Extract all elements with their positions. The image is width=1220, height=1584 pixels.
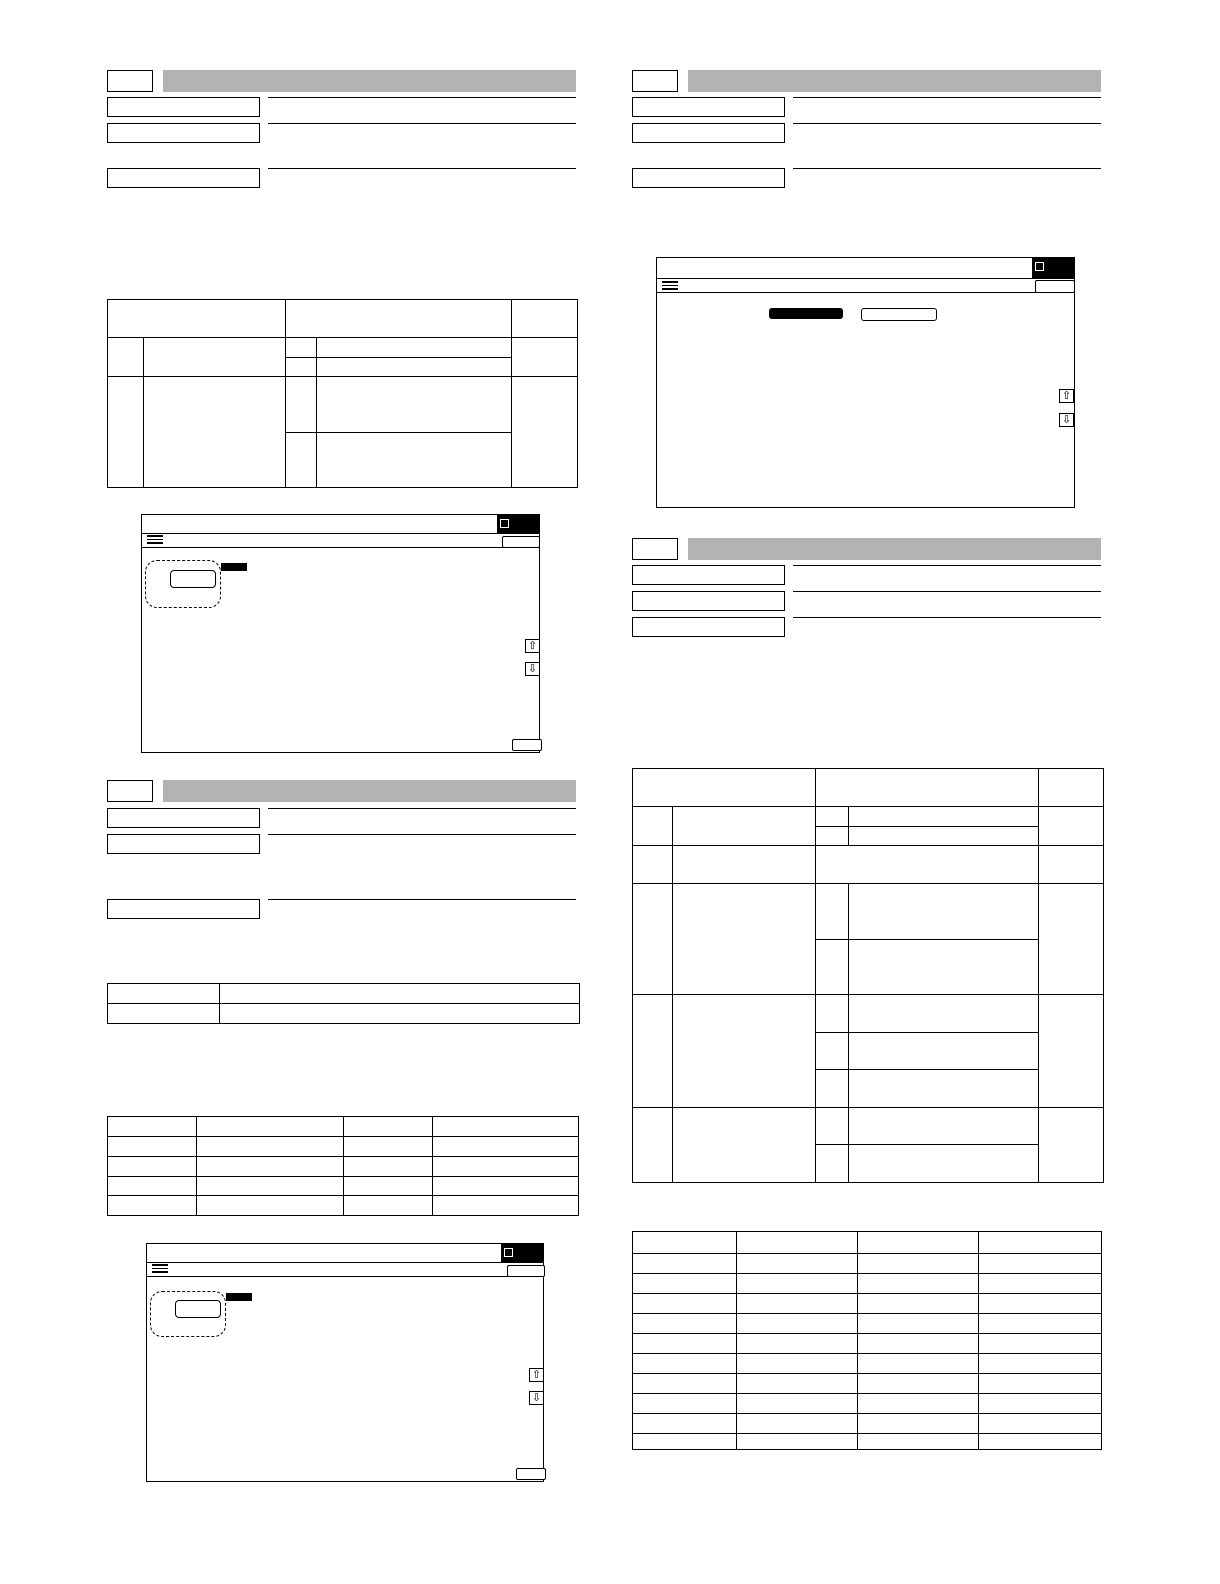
up-arrow-icon[interactable]: ⇧ — [529, 1368, 544, 1382]
field-rule — [268, 899, 576, 900]
table-cell — [979, 1354, 1102, 1374]
section-code-box — [107, 780, 153, 802]
table-cell — [737, 1334, 858, 1354]
ok-button[interactable] — [507, 1265, 545, 1277]
table-cell — [858, 1254, 979, 1274]
table-cell — [344, 1177, 433, 1196]
table-cell — [633, 807, 673, 846]
table-cell — [433, 1196, 579, 1216]
setting-key[interactable] — [175, 1300, 221, 1318]
field-label-box — [632, 617, 785, 637]
value-table — [632, 1231, 1102, 1450]
table-cell — [433, 1137, 579, 1157]
table-cell — [220, 984, 580, 1004]
table-cell — [737, 1434, 858, 1450]
table-cell — [1039, 995, 1104, 1108]
table-cell — [816, 1145, 849, 1183]
down-arrow-icon[interactable]: ⇩ — [525, 662, 540, 676]
field-label-box — [632, 591, 785, 611]
table-cell — [633, 1354, 737, 1374]
table-cell — [512, 377, 578, 488]
table-cell — [737, 1294, 858, 1314]
copier-mode-icon — [1032, 258, 1074, 278]
table-cell — [816, 1033, 849, 1070]
screen-title-bar — [142, 515, 539, 534]
table-cell — [979, 1314, 1102, 1334]
table-cell — [108, 1004, 220, 1024]
menu-lines-icon[interactable] — [662, 279, 678, 291]
table-cell — [737, 1314, 858, 1334]
table-cell — [197, 1157, 344, 1177]
screen-sub-bar — [147, 1262, 543, 1277]
table-cell — [633, 1414, 737, 1434]
table-cell — [633, 1374, 737, 1394]
table-cell — [858, 1232, 979, 1254]
value-tag — [226, 1293, 252, 1301]
table-cell — [317, 338, 512, 358]
up-arrow-icon[interactable]: ⇧ — [1059, 389, 1074, 403]
execute-button[interactable] — [512, 739, 542, 751]
table-cell — [849, 1033, 1039, 1070]
table-cell — [979, 1414, 1102, 1434]
section-code-box — [632, 70, 678, 92]
table-cell — [816, 884, 849, 940]
table-cell — [108, 1117, 197, 1137]
table-cell — [1039, 1108, 1104, 1183]
table-cell — [344, 1137, 433, 1157]
field-label-box — [107, 97, 260, 117]
field-rule — [793, 617, 1101, 618]
field-label-box — [632, 565, 785, 585]
table-cell — [979, 1294, 1102, 1314]
table-cell — [979, 1274, 1102, 1294]
unselected-option[interactable] — [861, 308, 937, 321]
table-cell — [858, 1414, 979, 1434]
table-cell — [108, 984, 220, 1004]
field-label-box — [107, 834, 260, 854]
field-rule — [268, 168, 576, 169]
table-cell — [433, 1157, 579, 1177]
down-arrow-icon[interactable]: ⇩ — [1059, 413, 1074, 427]
ok-button[interactable] — [502, 536, 540, 548]
execute-button[interactable] — [516, 1468, 546, 1480]
table-cell — [633, 884, 673, 995]
up-arrow-icon[interactable]: ⇧ — [525, 639, 540, 653]
section-code-box — [632, 538, 678, 560]
table-cell — [633, 1232, 737, 1254]
table-cell — [979, 1232, 1102, 1254]
field-label-box — [107, 808, 260, 828]
value-table — [107, 1116, 579, 1216]
panel-screen — [656, 257, 1075, 508]
field-rule — [268, 808, 576, 809]
screen-title-bar — [657, 258, 1074, 279]
table-cell — [286, 433, 317, 488]
table-cell — [197, 1137, 344, 1157]
table-cell — [633, 1394, 737, 1414]
setting-table — [107, 299, 578, 488]
table-cell — [737, 1374, 858, 1394]
table-cell — [144, 338, 286, 377]
screen-sub-bar — [657, 278, 1074, 293]
table-cell — [737, 1394, 858, 1414]
ok-button[interactable] — [1035, 280, 1075, 293]
table-cell — [816, 1108, 849, 1145]
field-rule — [793, 123, 1101, 124]
table-cell — [344, 1196, 433, 1216]
panel-screen — [141, 514, 540, 753]
field-label-box — [107, 168, 260, 188]
table-cell — [633, 1254, 737, 1274]
table-cell — [108, 1196, 197, 1216]
table-cell — [858, 1394, 979, 1414]
section-title-bar — [163, 70, 576, 92]
table-cell — [433, 1177, 579, 1196]
table-cell — [512, 338, 578, 377]
table-cell — [633, 846, 673, 884]
table-cell — [108, 338, 144, 377]
table-cell — [849, 884, 1039, 940]
table-cell — [979, 1374, 1102, 1394]
table-cell — [849, 827, 1039, 846]
setting-key[interactable] — [170, 570, 216, 588]
table-cell — [858, 1314, 979, 1334]
table-cell — [633, 995, 673, 1108]
table-cell — [633, 769, 816, 807]
table-cell — [737, 1354, 858, 1374]
table-cell — [344, 1157, 433, 1177]
table-cell — [858, 1274, 979, 1294]
table-cell — [816, 807, 849, 827]
table-cell — [849, 807, 1039, 827]
table-cell — [979, 1434, 1102, 1450]
table-cell — [849, 1070, 1039, 1108]
panel-screen — [146, 1243, 544, 1482]
screen-title-bar — [147, 1244, 543, 1263]
table-cell — [633, 1108, 673, 1183]
table-cell — [512, 300, 578, 338]
table-cell — [858, 1334, 979, 1354]
field-rule — [793, 97, 1101, 98]
field-rule — [793, 591, 1101, 592]
table-cell — [108, 300, 286, 338]
table-cell — [286, 377, 317, 433]
menu-lines-icon[interactable] — [147, 533, 163, 545]
table-cell — [317, 377, 512, 433]
table-cell — [633, 1434, 737, 1450]
table-cell — [673, 1108, 816, 1183]
setting-table — [632, 768, 1104, 1183]
section-code-box — [107, 70, 153, 92]
section-title-bar — [688, 538, 1101, 560]
field-rule — [268, 97, 576, 98]
table-cell — [108, 377, 144, 488]
table-cell — [220, 1004, 580, 1024]
selected-option[interactable] — [769, 308, 843, 319]
screen-sub-bar — [142, 533, 539, 548]
table-cell — [979, 1334, 1102, 1354]
menu-lines-icon[interactable] — [152, 1262, 168, 1274]
table-cell — [737, 1254, 858, 1274]
table-cell — [816, 940, 849, 995]
table-cell — [108, 1177, 197, 1196]
table-cell — [317, 433, 512, 488]
table-cell — [633, 1334, 737, 1354]
table-cell — [858, 1374, 979, 1394]
table-cell — [849, 1145, 1039, 1183]
field-label-box — [632, 97, 785, 117]
field-label-box — [107, 123, 260, 143]
table-cell — [1039, 884, 1104, 995]
table-cell — [1039, 846, 1104, 884]
table-cell — [286, 300, 512, 338]
field-label-box — [632, 123, 785, 143]
table-cell — [633, 1314, 737, 1334]
field-rule — [268, 123, 576, 124]
table-cell — [849, 940, 1039, 995]
table-cell — [108, 1157, 197, 1177]
down-arrow-icon[interactable]: ⇩ — [529, 1391, 544, 1405]
table-cell — [816, 1070, 849, 1108]
field-rule — [793, 565, 1101, 566]
table-cell — [849, 1108, 1039, 1145]
table-cell — [1039, 807, 1104, 846]
table-cell — [633, 1274, 737, 1294]
table-cell — [433, 1117, 579, 1137]
field-rule — [268, 834, 576, 835]
table-cell — [286, 358, 317, 377]
table-cell — [317, 358, 512, 377]
section-title-bar — [688, 70, 1101, 92]
table-cell — [737, 1232, 858, 1254]
section-title-bar — [163, 780, 576, 802]
field-label-box — [107, 899, 260, 919]
table-cell — [858, 1434, 979, 1450]
table-cell — [673, 995, 816, 1108]
item-table — [107, 983, 580, 1024]
value-tag — [221, 563, 247, 571]
table-cell — [344, 1117, 433, 1137]
table-cell — [197, 1177, 344, 1196]
table-cell — [144, 377, 286, 488]
table-cell — [197, 1117, 344, 1137]
field-label-box — [632, 168, 785, 188]
table-cell — [849, 995, 1039, 1033]
table-cell — [858, 1354, 979, 1374]
table-cell — [816, 846, 1039, 884]
table-cell — [673, 884, 816, 995]
table-cell — [633, 1294, 737, 1314]
table-cell — [858, 1294, 979, 1314]
table-cell — [816, 769, 1039, 807]
table-cell — [979, 1394, 1102, 1414]
copier-mode-icon — [501, 1244, 543, 1262]
copier-mode-icon — [497, 515, 539, 533]
table-cell — [737, 1274, 858, 1294]
table-cell — [108, 1137, 197, 1157]
field-rule — [793, 168, 1101, 169]
table-cell — [286, 338, 317, 358]
table-cell — [979, 1254, 1102, 1274]
table-cell — [673, 807, 816, 846]
table-cell — [1039, 769, 1104, 807]
table-cell — [737, 1414, 858, 1434]
table-cell — [816, 827, 849, 846]
table-cell — [816, 995, 849, 1033]
table-cell — [197, 1196, 344, 1216]
table-cell — [673, 846, 816, 884]
